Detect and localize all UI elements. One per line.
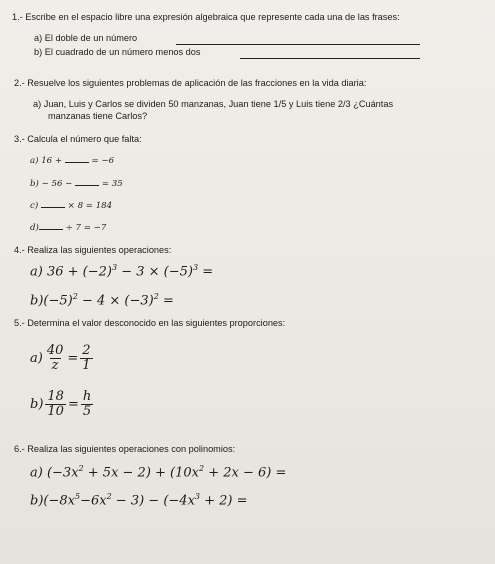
q1-answer-line-b[interactable] <box>240 46 420 56</box>
q1-item-a <box>34 33 137 43</box>
q3-blank-b[interactable] <box>75 185 99 186</box>
q1-title: 1.- Escribe en el espacio libre una expresión algebraica que represente cada una de las frases: <box>12 12 400 22</box>
q1-item-b <box>34 47 201 57</box>
q6-title: 6.- Realiza las siguientes operaciones con polinomios: <box>14 444 236 454</box>
q3-blank-d[interactable] <box>39 229 63 230</box>
q3-item-c: c) × 8 = 184 <box>30 201 113 211</box>
q4-expression-a: a) $36 + (-2)^3 - 3 \times (-5)^3$ = <box>30 263 214 280</box>
q3-item-b: b) − 56 − = 35 <box>30 179 123 189</box>
q5-proportion-a: a) $\frac{40}{z}$ = $\frac{2}{1}$ <box>30 343 91 373</box>
q3-blank-c[interactable] <box>41 207 65 208</box>
fraction: $\frac{40}{z}$ <box>46 343 64 373</box>
fraction: $\frac{18}{10}$ <box>47 389 64 419</box>
q1-item-b-text: b) El cuadrado de un número menos dos <box>34 47 201 57</box>
q3-item-a: a) 16 + = −6 <box>30 156 115 166</box>
q1-item-a-text: a) El doble de un número <box>34 33 138 43</box>
q2-title: 2.- Resuelve los siguientes problemas de aplicación de las fracciones en la vida diaria: <box>14 78 367 88</box>
q2-problem-a-line2: manzanas tiene Carlos? <box>48 111 148 121</box>
fraction: $\frac{2}{1}$ <box>82 343 91 373</box>
q5-proportion-b: b) $\frac{18}{10}$ = $\frac{h}{5}$ <box>30 389 92 419</box>
q5-title: 5.- Determina el valor desconocido en las siguientes proporciones: <box>14 318 286 328</box>
q3-blank-a[interactable] <box>65 162 89 163</box>
q6-polynomial-a: a) $(-3x^2 + 5x - 2) + (10x^2 + 2x - 6)$ = <box>30 464 287 481</box>
q4-title: 4.- Realiza las siguientes operaciones: <box>14 245 172 255</box>
q1-answer-line-a[interactable] <box>176 32 420 42</box>
q3-item-d: d) ÷ 7 = −7 <box>30 223 107 233</box>
fraction: $\frac{h}{5}$ <box>82 389 92 419</box>
q6-polynomial-b: $b)(-8x^5-6x^2 - 3) - (-4x^3 + 2)$ = <box>30 492 248 509</box>
q3-title: 3.- Calcula el número que falta: <box>14 134 142 144</box>
q4-expression-b: $b)(-5)^2 - 4 \times (-3)^2$ = <box>30 292 174 309</box>
q2-problem-a-line1: a) Juan, Luis y Carlos se dividen 50 manzanas, Juan tiene 1/5 y Luis tiene 2/3 ¿Cuántas <box>33 99 394 109</box>
